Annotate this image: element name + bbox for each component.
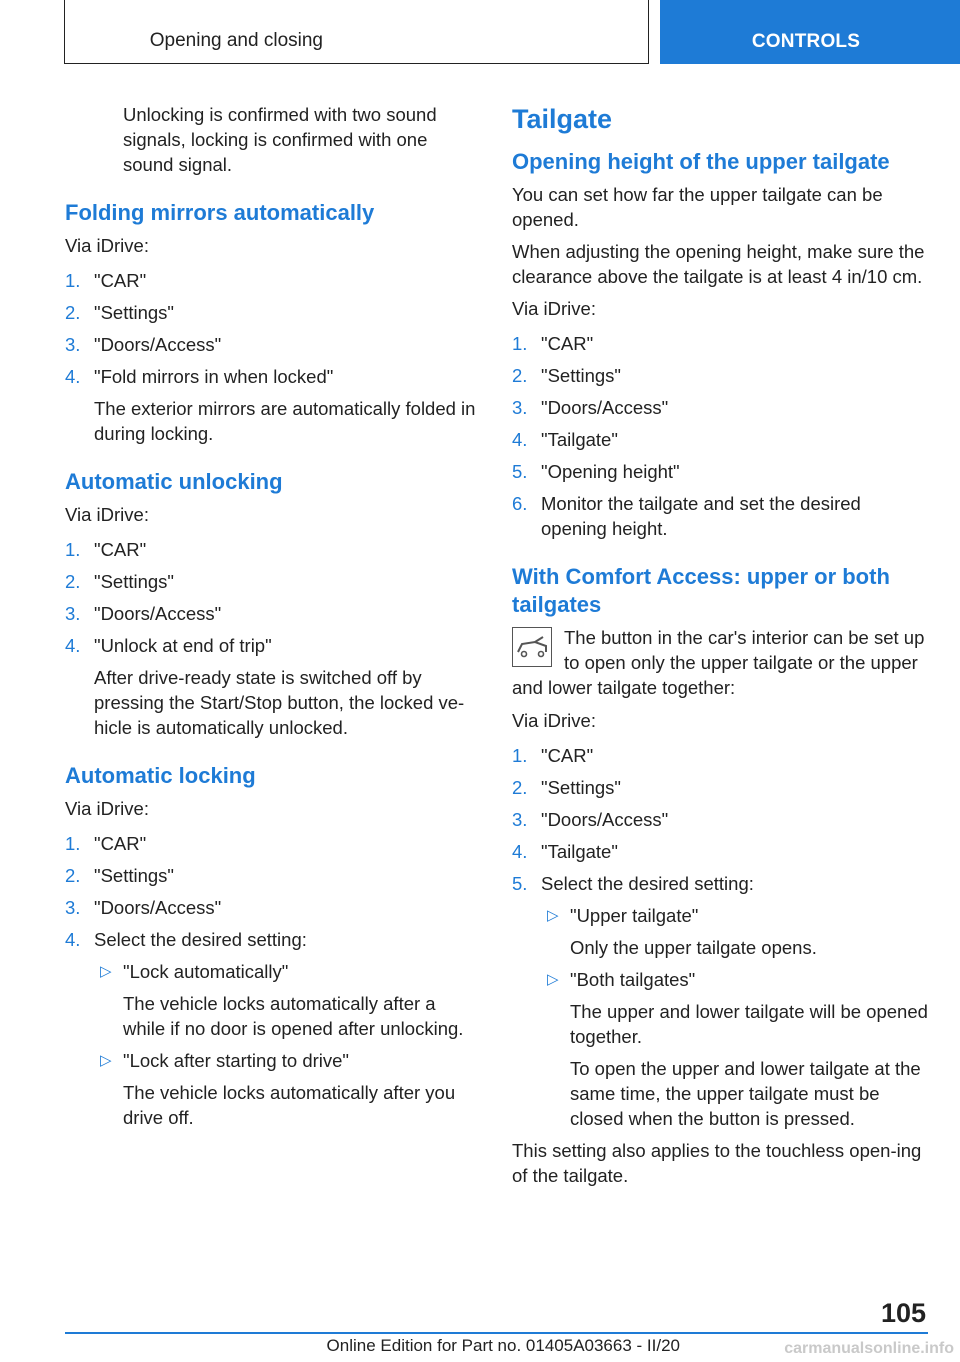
step-text: Monitor the tailgate and set the desired opening height.: [541, 493, 861, 539]
via-idrive-text: Via iDrive:: [512, 710, 596, 731]
list-item: [65, 633, 481, 740]
list-item: [65, 569, 481, 594]
footer-edition-text: Online Edition for Part no. 01405A03663 - II/20: [326, 1336, 680, 1355]
header-chapter-tab: CONTROLS: [660, 0, 960, 64]
list-item: [512, 871, 928, 1131]
step-number: 3.: [65, 334, 81, 355]
option-label: "Both tailgates": [570, 969, 696, 990]
folding-steps-list: [65, 268, 481, 446]
step-number: 3.: [512, 809, 528, 830]
option-description: The vehicle locks automatically after a while if no door is opened after unlocking.: [123, 993, 464, 1039]
list-item: [512, 743, 928, 768]
step-text: "Settings": [541, 777, 621, 798]
step-text: "Settings": [94, 865, 174, 886]
step-number: 1.: [512, 745, 528, 766]
option-description: To open the upper and lower tailgate at the same time, the upper tailgate must be closed when the button is pressed.: [570, 1058, 921, 1129]
step-text: "CAR": [541, 745, 594, 766]
step-text: Select the desired setting:: [541, 873, 754, 894]
step-text: "Settings": [541, 365, 621, 386]
page-number: 105: [880, 1298, 926, 1328]
step-number: 3.: [65, 897, 81, 918]
step-number: 4.: [65, 366, 81, 387]
step-number: 5.: [512, 461, 528, 482]
option-description: The upper and lower tailgate will be opened together.: [570, 1001, 928, 1047]
step-number: 3.: [65, 603, 81, 624]
comfort-footer-note: This setting also applies to the touchless open‐ing of the tailgate.: [512, 1140, 922, 1186]
list-item: [65, 268, 481, 293]
step-number: 2.: [65, 571, 81, 592]
step-text: "Settings": [94, 571, 174, 592]
list-item: [65, 831, 481, 856]
step-text: "Unlock at end of trip": [94, 635, 272, 656]
opening-paragraph-2: When adjusting the opening height, make sure the clearance above the tailgate is at least 4 in/10 cm.: [512, 241, 925, 287]
step-text: "Settings": [94, 302, 174, 323]
header-frame: [64, 0, 649, 64]
step-description: After drive-ready state is switched off by pressing the Start/Stop button, the locked ve‐hicle is automatically unlocked.: [94, 667, 465, 738]
locking-options-list: [94, 959, 481, 1130]
step-number: 2.: [512, 777, 528, 798]
step-number: 6.: [512, 493, 528, 514]
step-number: 4.: [65, 635, 81, 656]
step-text: "Opening height": [541, 461, 680, 482]
list-item: [65, 300, 481, 325]
list-item: [512, 427, 928, 452]
footer-divider: [65, 1332, 928, 1334]
list-item: [541, 903, 928, 960]
step-number: 4.: [512, 841, 528, 862]
list-item: [65, 601, 481, 626]
step-number: 2.: [65, 865, 81, 886]
step-text: "CAR": [94, 270, 147, 291]
option-description: The vehicle locks automatically after you drive off.: [123, 1082, 456, 1128]
comfort-steps-list: [512, 743, 928, 1131]
step-text: "Fold mirrors in when locked": [94, 366, 334, 387]
list-item: [541, 967, 928, 1131]
step-text: Select the desired setting:: [94, 929, 307, 950]
watermark: carmanualsonline.info: [784, 1340, 954, 1357]
triangle-bullet-icon: ▷: [100, 963, 112, 980]
list-item: [512, 459, 928, 484]
heading-folding-mirrors: Folding mirrors automatically: [65, 200, 375, 225]
step-text: "CAR": [94, 833, 147, 854]
step-text: "CAR": [94, 539, 147, 560]
list-item: [65, 332, 481, 357]
triangle-bullet-icon: ▷: [100, 1052, 112, 1069]
step-number: 1.: [65, 270, 81, 291]
via-idrive-text: Via iDrive:: [512, 298, 596, 319]
step-text: "Tailgate": [541, 841, 618, 862]
left-column: [65, 102, 481, 1137]
locking-steps-list: [65, 831, 481, 1130]
car-tailgate-icon: [512, 627, 552, 667]
step-number: 1.: [65, 539, 81, 560]
step-number: 1.: [512, 333, 528, 354]
step-number: 5.: [512, 873, 528, 894]
list-item: [65, 364, 481, 446]
right-column: [512, 102, 928, 1188]
list-item: [512, 807, 928, 832]
list-item: [512, 395, 928, 420]
list-item: [94, 1048, 481, 1130]
step-text: "Doors/Access": [541, 809, 669, 830]
step-number: 1.: [65, 833, 81, 854]
heading-automatic-locking: Automatic locking: [65, 763, 256, 788]
via-idrive-text: Via iDrive:: [65, 798, 149, 819]
list-item: [512, 363, 928, 388]
option-label: "Lock after starting to drive": [123, 1050, 349, 1071]
via-idrive-text: Via iDrive:: [65, 235, 149, 256]
via-idrive-text: Via iDrive:: [65, 504, 149, 525]
list-item: [65, 537, 481, 562]
unlocking-steps-list: [65, 537, 481, 740]
step-text: "Doors/Access": [94, 897, 222, 918]
step-text: "Tailgate": [541, 429, 618, 450]
option-description: Only the upper tailgate opens.: [570, 937, 817, 958]
comfort-intro-text: The button in the car's interior can be set up to open only the upper tailgate or the upper and lower tailgate together:: [512, 627, 925, 698]
list-item: [512, 839, 928, 864]
list-item: [65, 927, 481, 1130]
heading-automatic-unlocking: Automatic unlocking: [65, 469, 283, 494]
opening-steps-list: [512, 331, 928, 541]
list-item: [65, 863, 481, 888]
option-label: "Lock automatically": [123, 961, 289, 982]
opening-paragraph-1: You can set how far the upper tailgate can be opened.: [512, 184, 883, 230]
comfort-intro-block: [512, 625, 928, 700]
step-description: The exterior mirrors are automatically folded in during locking.: [94, 398, 476, 444]
step-number: 3.: [512, 397, 528, 418]
list-item: [512, 775, 928, 800]
list-item: [512, 491, 928, 541]
triangle-bullet-icon: ▷: [547, 907, 559, 924]
step-text: "Doors/Access": [94, 603, 222, 624]
header-section-title: Opening and closing: [149, 30, 323, 51]
option-label: "Upper tailgate": [570, 905, 699, 926]
list-item: [512, 331, 928, 356]
heading-comfort-access: With Comfort Access: upper or both tailgates: [512, 564, 890, 617]
step-number: 4.: [512, 429, 528, 450]
step-number: 2.: [65, 302, 81, 323]
step-text: "Doors/Access": [541, 397, 669, 418]
step-number: 2.: [512, 365, 528, 386]
heading-opening-height: Opening height of the upper tailgate: [512, 149, 890, 174]
list-item: [65, 895, 481, 920]
list-item: [94, 959, 481, 1041]
intro-text: Unlocking is confirmed with two sound signals, locking is confirmed with one sound signal.: [123, 104, 437, 175]
comfort-options-list: [541, 903, 928, 1131]
triangle-bullet-icon: ▷: [547, 971, 559, 988]
step-text: "Doors/Access": [94, 334, 222, 355]
step-number: 4.: [65, 929, 81, 950]
heading-tailgate: Tailgate: [512, 104, 613, 134]
step-text: "CAR": [541, 333, 594, 354]
